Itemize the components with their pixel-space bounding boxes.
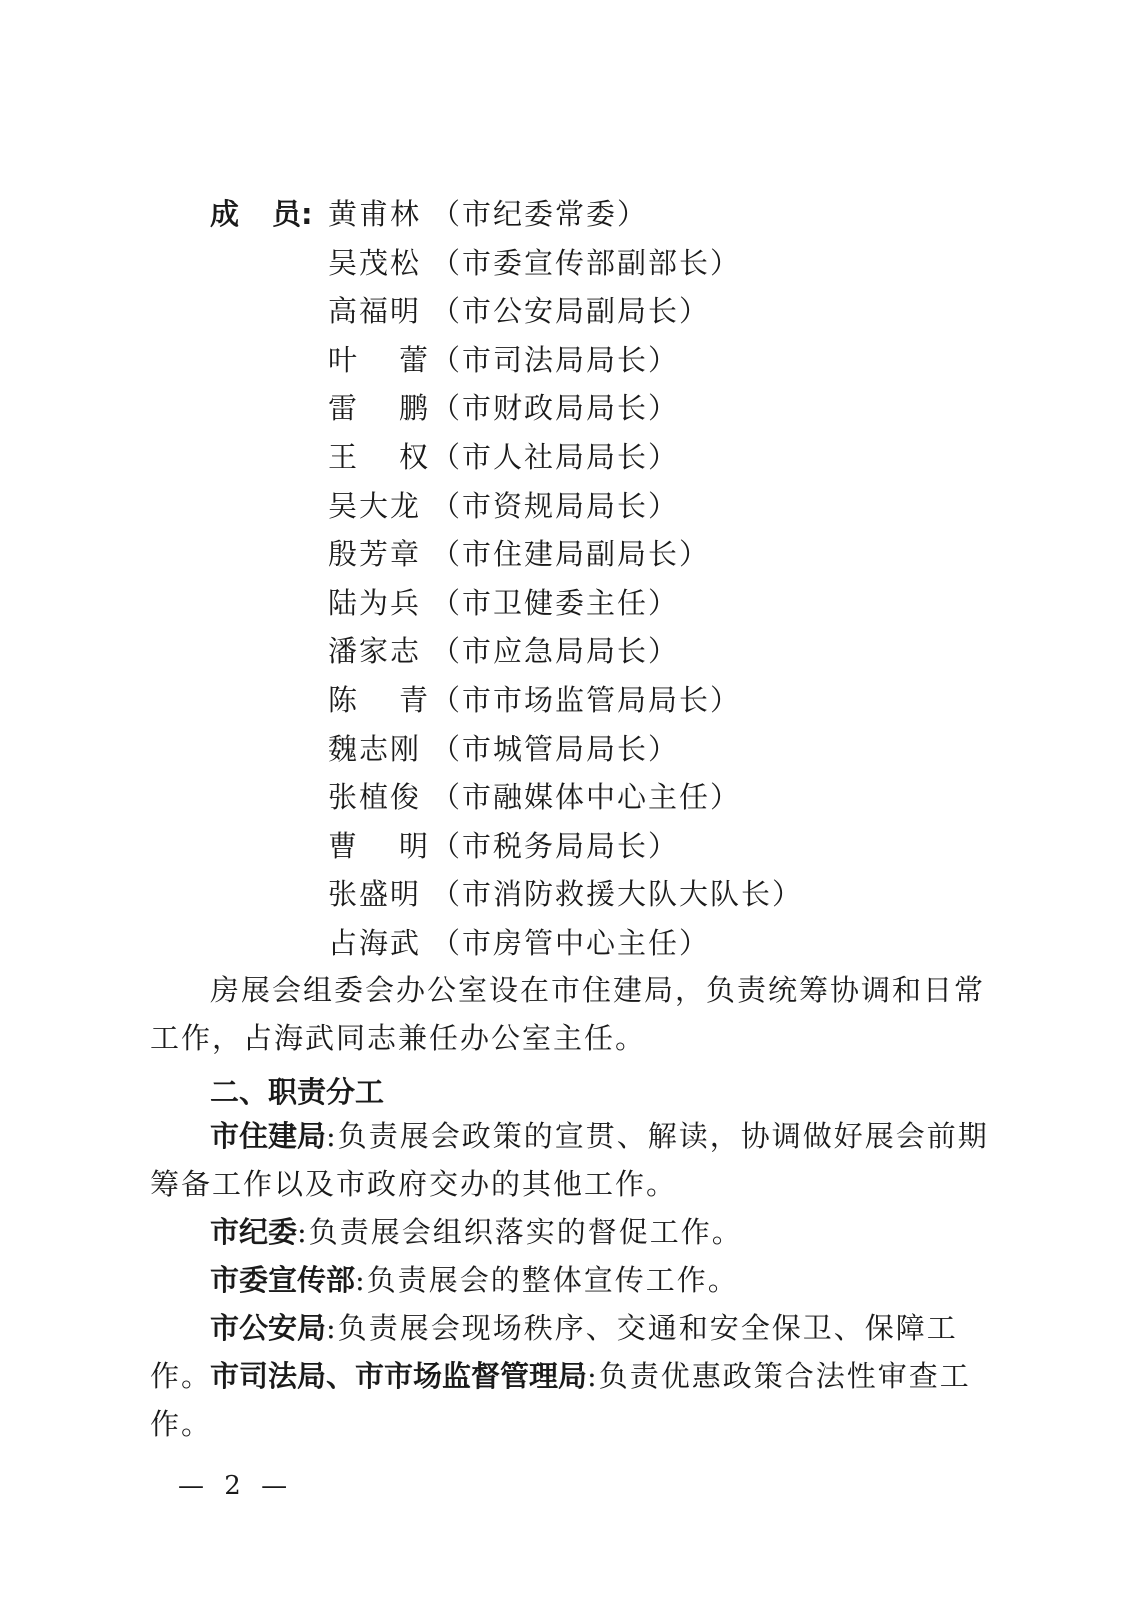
member-role: （市税务局局长） [431, 828, 680, 863]
duty-paragraph [150, 1256, 990, 1304]
list-item [328, 919, 803, 968]
member-role: （市消防救援大队大队长） [431, 877, 804, 912]
member-role: （市纪委常委） [431, 197, 649, 231]
member-name: 陆为兵 [328, 585, 422, 620]
member-role: （市市场监管局局长） [431, 682, 742, 717]
member-name: 陈 青 [328, 682, 429, 717]
member-name: 吴茂松 [328, 245, 422, 280]
duty-text: :负责展会的整体宣传工作。 [355, 1263, 739, 1297]
duty-paragraph [150, 1352, 990, 1448]
member-name: 张植俊 [328, 780, 422, 815]
duty-text: :负责展会政策的宣贯、解读，协调做好展会前期筹备工作以及市政府交办的其他工作。 [150, 1119, 989, 1201]
member-role: （市房管中心主任） [431, 925, 711, 960]
duty-text: :负责展会组织落实的督促工作。 [297, 1215, 743, 1249]
list-item [328, 336, 803, 385]
member-role: （市资规局局长） [431, 488, 680, 523]
list-item [328, 627, 803, 676]
member-name: 曹 明 [328, 828, 429, 863]
duty-dept: 市委宣传部 [210, 1263, 356, 1297]
member-role: （市人社局局长） [431, 439, 680, 474]
member-name: 潘家志 [328, 634, 422, 669]
member-role: （市司法局局长） [431, 342, 680, 377]
duty-dept: 市纪委 [210, 1215, 298, 1249]
member-name: 张盛明 [328, 877, 422, 912]
member-role: （市城管局局长） [431, 731, 680, 766]
list-item [328, 773, 803, 822]
duty-dept: 市住建局 [210, 1119, 327, 1153]
member-role: （市住建局副局长） [431, 537, 711, 572]
list-item [328, 822, 803, 871]
member-name: 王 权 [328, 439, 429, 474]
duty-dept: 市司法局、市市场监督管理局 [210, 1359, 588, 1393]
section-title: 二、职责分工 [210, 1075, 385, 1109]
member-role: （市卫健委主任） [431, 585, 680, 620]
member-role: （市应急局局长） [431, 634, 680, 669]
list-item [328, 725, 803, 774]
member-name: 黄甫林 [328, 197, 422, 231]
duty-dept: 市公安局 [210, 1311, 327, 1345]
member-name: 占海武 [328, 925, 422, 960]
list-item [328, 239, 803, 288]
duty-paragraph [150, 1208, 990, 1256]
member-role: （市融媒体中心主任） [431, 780, 742, 815]
members-label: 成 员: [210, 197, 313, 231]
member-name: 高福明 [328, 294, 422, 329]
duty-text: :负责优惠政策合法性审查工作。 [150, 1359, 971, 1441]
list-item [328, 433, 803, 482]
member-name: 魏志刚 [328, 731, 422, 766]
duty-paragraph [150, 1112, 990, 1208]
page-number: — 2 — [178, 1471, 294, 1501]
member-role: （市公安局副局长） [431, 294, 711, 329]
list-item [328, 530, 803, 579]
list-item [328, 870, 803, 919]
member-name: 殷芳章 [328, 537, 422, 572]
list-item [328, 482, 803, 531]
member-name: 叶 蕾 [328, 342, 429, 377]
member-role: （市财政局局长） [431, 391, 680, 426]
list-item [328, 676, 803, 725]
duty-text: :负责展会现场秩序、交通和安全保卫、保障工作。 [150, 1311, 958, 1393]
list-item [328, 287, 803, 336]
list-item [328, 384, 803, 433]
list-item [328, 579, 803, 628]
member-name: 吴大龙 [328, 488, 422, 523]
member-role: （市委宣传部副部长） [431, 245, 742, 280]
office-paragraph: 房展会组委会办公室设在市住建局，负责统筹协调和日常工作，占海武同志兼任办公室主任。 [150, 973, 986, 1055]
members-list [328, 190, 803, 968]
member-name: 雷 鹏 [328, 391, 429, 426]
list-item [328, 190, 803, 239]
